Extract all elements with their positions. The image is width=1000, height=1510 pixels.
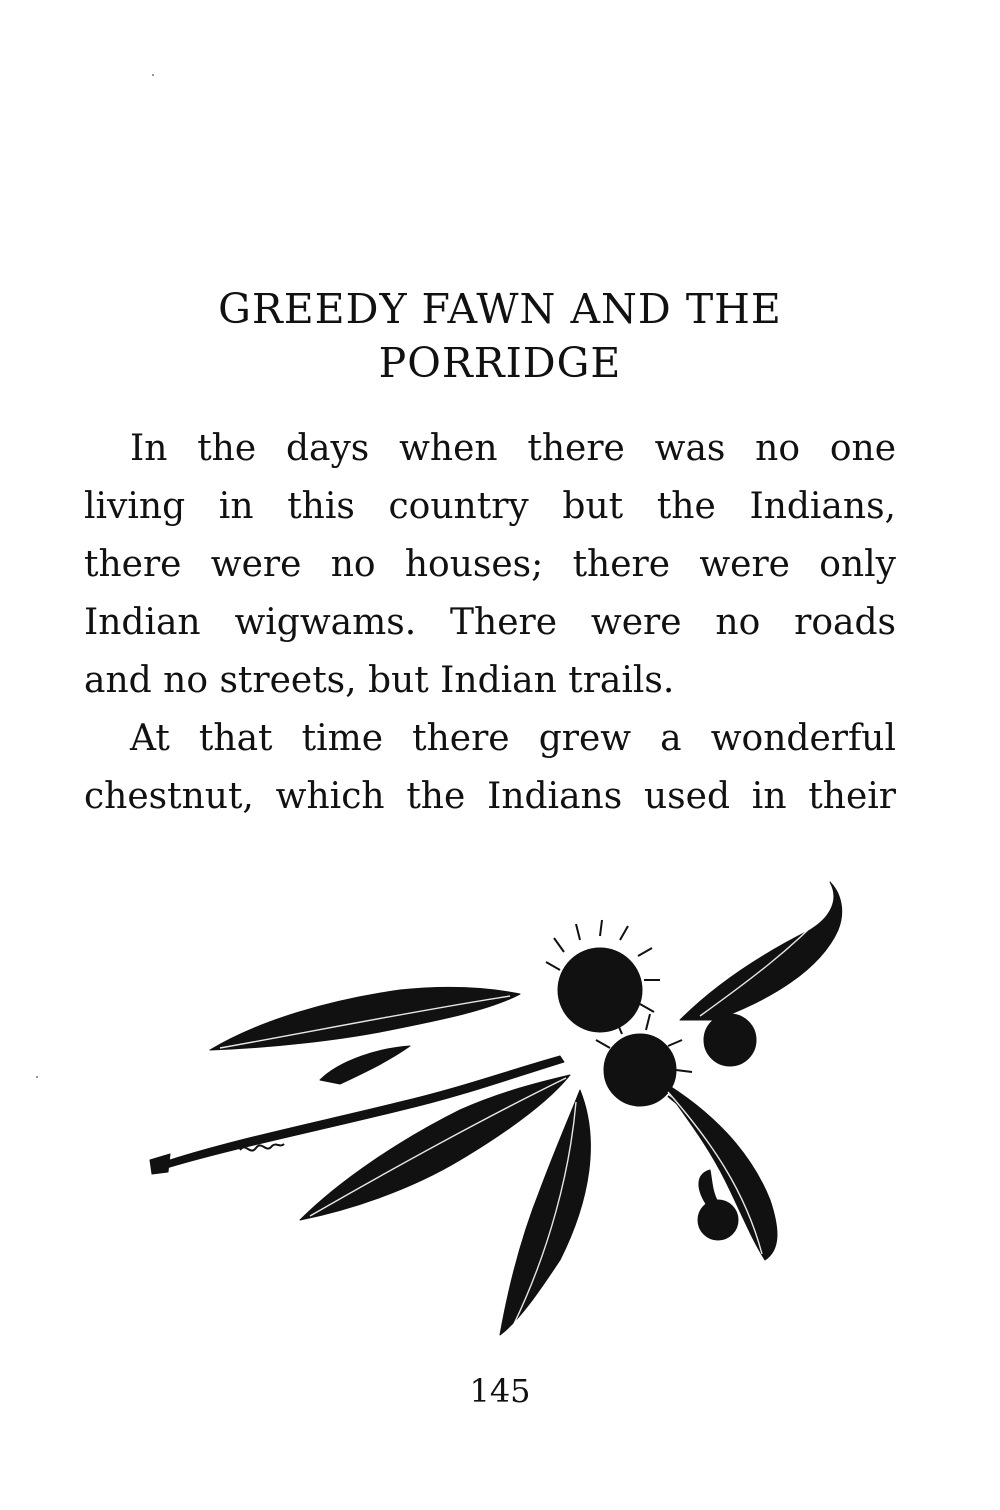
- text-line: In the days when there was no one: [130, 428, 896, 469]
- chapter-title: [80, 282, 920, 390]
- left-leaf-torn: [320, 1046, 410, 1084]
- top-right-leaf: [680, 882, 842, 1020]
- chestnut-branch-illustration: [140, 870, 860, 1350]
- paragraph-1: [84, 420, 896, 710]
- text-line: Indian wigwams. There were no roads: [84, 602, 896, 643]
- paragraph-2: [84, 710, 896, 826]
- loose-chestnut: [698, 1200, 738, 1240]
- text-line: there were no houses; there were only: [84, 544, 896, 585]
- chestnut-burr: [604, 1034, 676, 1106]
- chapter-title-line-1: GREEDY FAWN AND THE: [218, 285, 782, 333]
- left-leaf: [210, 987, 520, 1050]
- text-line: living in this country but the Indians,: [84, 486, 896, 527]
- paper-speck: [152, 74, 154, 76]
- text-line: chestnut, which the Indians used in their: [84, 776, 896, 817]
- text-line: At that time there grew a wonderful: [130, 718, 896, 759]
- paper-speck: [36, 1076, 38, 1078]
- branch-stem-end: [150, 1154, 170, 1174]
- loose-chestnut-tip: [699, 1170, 718, 1204]
- page-number: 145: [469, 1372, 531, 1410]
- text-line: and no streets, but Indian trails.: [84, 660, 675, 701]
- chestnut-burr: [704, 1014, 756, 1066]
- chestnut-burr: [558, 948, 642, 1032]
- center-leaf: [500, 1090, 590, 1335]
- chapter-title-line-2: PORRIDGE: [378, 339, 622, 387]
